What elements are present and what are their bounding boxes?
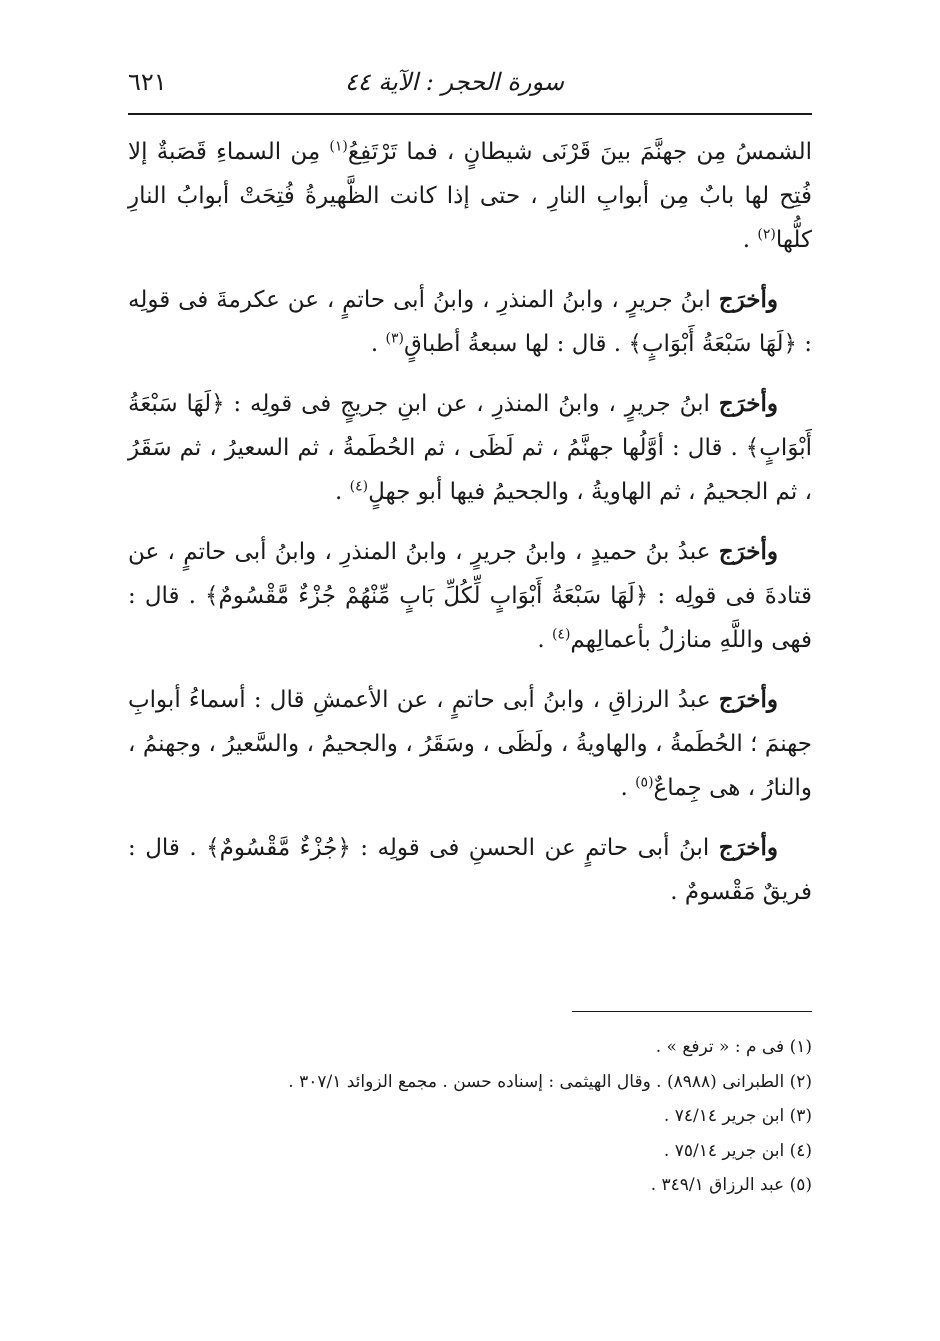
footnote-reference: (٢)	[757, 226, 776, 243]
paragraph-lead: وأخرَج	[718, 686, 778, 713]
footnote-reference: (٥)	[635, 774, 654, 791]
header-title: سورة الحجر : الآية ٤٤	[344, 68, 564, 96]
paragraph	[128, 826, 812, 914]
paragraph-text: .	[370, 331, 386, 357]
paragraph-text: مِن السماءِ قَصَبةٌ إلا فُتِح لها بابٌ مِن أبوابِ النارِ ، حتى إذا كانت الظَّهيرةُ فُتِحَتْ أبوابُ النارِ كلُّها	[128, 139, 812, 253]
paragraph-lead: وأخرَج	[718, 834, 778, 861]
paragraph-text: ابنُ أبى حاتمٍ عن الحسنِ فى قولِه : ﴿جُزْءٌ مَّقْسُومٌ﴾ . قال : فريقٌ مَقْسومٌ .	[128, 835, 812, 905]
paragraph	[128, 278, 812, 366]
paragraph-lead: وأخرَج	[718, 390, 778, 417]
paragraph-text: عبدُ بنُ حميدٍ ، وابنُ جريرٍ ، وابنُ المنذرِ ، وابنُ أبى حاتمٍ ، عن قتادةَ فى قولِه : ﴿لَهَا سَبْعَةُ أَبْوَابٍ لِّكُلِّ بَابٍ مِّنْهُمْ جُزْءٌ مَّقْسُومٌ﴾ . قال : فهى واللَّهِ منازلُ بأعمالِهم	[128, 539, 812, 653]
running-header	[128, 62, 812, 106]
paragraph	[128, 678, 812, 810]
footnote-item: (٤) ابن جرير ٧٥/١٤ .	[663, 1140, 812, 1161]
header-rule	[128, 113, 812, 115]
footnote-item: (٣) ابن جرير ٧٤/١٤ .	[663, 1106, 812, 1126]
paragraph-text: الشمسُ مِن جهنَّمَ بينَ قَرْنَى شيطانٍ ، فما تَرْتَفِعُ	[347, 139, 812, 165]
paragraph	[128, 130, 812, 262]
footnotes	[128, 1030, 812, 1203]
footnote-reference: (٤)	[349, 478, 369, 495]
paragraph	[128, 530, 812, 662]
footnote-item: (١) فى م : « ترفع » .	[655, 1037, 812, 1057]
main-text	[128, 130, 812, 930]
paragraph-text: ابنُ جريرٍ ، وابنُ المنذرِ ، وابنُ أبى حاتمٍ ، عن عكرمةَ فى قولِه : ﴿لَهَا سَبْعَةُ أَبْوَابٍ﴾ . قال : لها سبعةُ أطباقٍ	[128, 287, 812, 357]
paragraph	[128, 382, 812, 514]
paragraph-lead: وأخرَج	[718, 286, 778, 313]
page-number: ٦٢١	[128, 68, 167, 96]
paragraph-text: .	[742, 227, 758, 253]
footnote-item: (٢) الطبرانى (٨٩٨٨) . وقال الهيثمى : إسناده حسن . مجمع الزوائد ٣٠٧/١ .	[288, 1071, 812, 1092]
paragraph-text: .	[537, 627, 552, 653]
paragraph-text: عبدُ الرزاقِ ، وابنُ أبى حاتمٍ ، عن الأعمشِ قال : أسماءُ أبوابِ جهنمَ ؛ الحُطَمةُ ، والهاويةُ ، ولَظَى ، وسَقَرُ ، والجحيمُ ، والسَّعيرُ ، وجهنمُ ، والنارُ ، هى جِماعٌ	[128, 687, 812, 801]
paragraph-text: .	[620, 775, 636, 801]
footnote-reference: (٣)	[385, 330, 404, 347]
paragraph-text: .	[335, 479, 350, 505]
paragraph-text: ابنُ جريرٍ ، وابنُ المنذرِ ، عن ابنِ جريجٍ فى قولِه : ﴿لَهَا سَبْعَةُ أَبْوَابٍ﴾ . قال : أوَّلُها جهنَّمُ ، ثم لَظَى ، ثم الحُطَمةُ ، ثم السعيرُ ، ثم سَقَرُ ، ثم الجحيمُ ، ثم الهاويةُ ، والجحيمُ فيها أبو جهلٍ	[128, 391, 812, 505]
footnote-separator	[572, 1011, 812, 1012]
paragraph-lead: وأخرَج	[718, 538, 778, 565]
footnote-item: (٥) عبد الرزاق ٣٤٩/١ .	[650, 1175, 812, 1195]
footnote-reference: (٤)	[551, 626, 571, 643]
footnote-reference: (١)	[329, 138, 348, 155]
